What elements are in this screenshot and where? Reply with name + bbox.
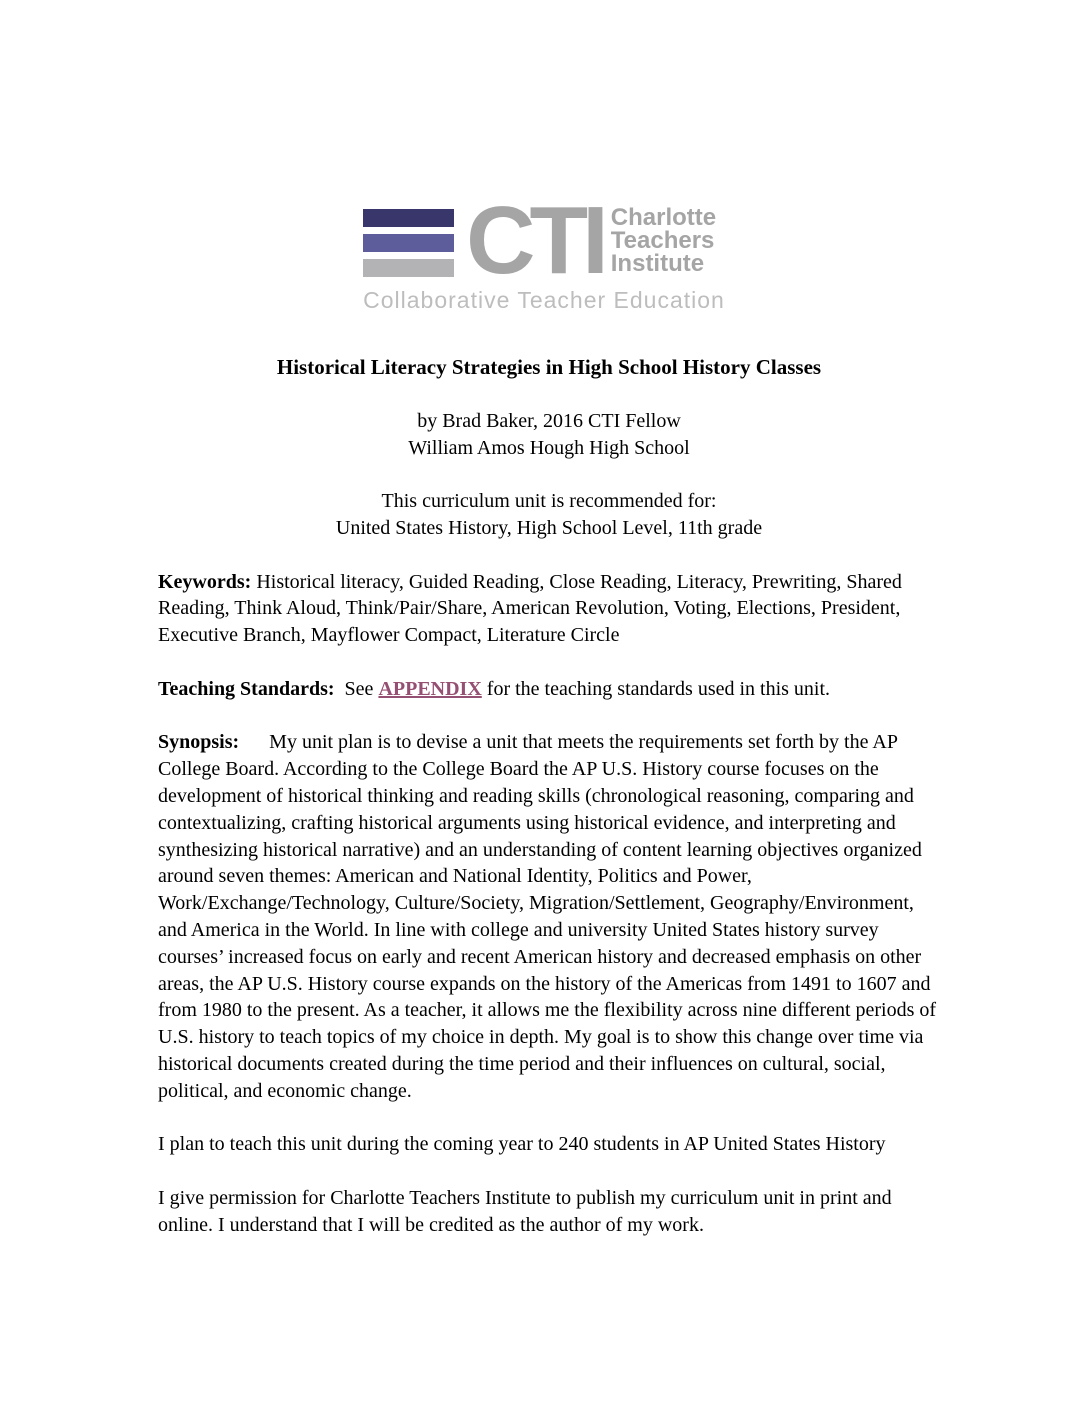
logo-bar-middle bbox=[363, 234, 454, 252]
appendix-link[interactable]: APPENDIX bbox=[378, 677, 482, 700]
byline-block bbox=[158, 408, 940, 462]
permission-paragraph: I give permission for Charlotte Teachers Institute to publish my curriculum unit in print and online. I understand that I will be credited as the author of my work. bbox=[158, 1186, 892, 1236]
cti-logo-mark bbox=[363, 187, 725, 294]
document-body bbox=[158, 354, 940, 1239]
logo-bar-top bbox=[363, 209, 454, 227]
logo-org-name-line1: Charlotte bbox=[610, 204, 717, 231]
keywords-paragraph bbox=[158, 569, 940, 649]
logo-org-name-line3: Institute bbox=[610, 250, 705, 277]
teaching-standards-paragraph bbox=[158, 676, 940, 703]
recommended-for: United States History, High School Level, 11th grade bbox=[335, 516, 763, 539]
teach-plan-paragraph: I plan to teach this unit during the coming year to 240 students in AP United States History bbox=[158, 1133, 886, 1156]
logo-cti-letters: CTI bbox=[466, 187, 603, 294]
teaching-standards-after-link: for the teaching standards used in this unit. bbox=[481, 677, 831, 700]
cti-logo bbox=[363, 187, 725, 313]
teaching-standards-before-link: See bbox=[344, 677, 379, 700]
synopsis-label: Synopsis: bbox=[158, 731, 240, 754]
author-byline: by Brad Baker, 2016 CTI Fellow bbox=[417, 409, 681, 432]
synopsis-paragraph bbox=[158, 729, 940, 1104]
synopsis-text: My unit plan is to devise a unit that meets the requirements set forth by the AP College Board. According to the College Board the AP U.S. History course focuses on the development of historical thinking and reading skills (chronological reasoning, comparing and contextualizing, crafting historical arguments using historical evidence, and interpreting and synthesizing historical narrative) and an understanding of content learning objectives organized around seven themes: American and National Identity, Politics and Power, Work/Exchange/Technology, Culture/Society, Migration/Settlement, Geography/Environment, and America in the World. In line with college and university United States history survey courses’ increased focus on early and recent American history and decreased emphasis on other areas, the AP U.S. History course expands on the history of the Americas from 1491 to 1607 and from 1980 to the present. As a teacher, it allows me the flexibility across nine different periods of U.S. history to teach topics of my choice in depth. My goal is to show this change over time via historical documents created during the time period and their influences on cultural, social, political, and economic change. bbox=[158, 731, 937, 1102]
logo-bars-icon bbox=[363, 209, 454, 277]
unit-title: Historical Literacy Strategies in High School History Classes bbox=[276, 355, 822, 379]
recommended-intro: This curriculum unit is recommended for: bbox=[381, 490, 717, 513]
logo-bar-bottom bbox=[363, 259, 454, 277]
logo-tagline: Collaborative Teacher Education bbox=[363, 287, 725, 313]
keywords-text: Historical literacy, Guided Reading, Close Reading, Literacy, Prewriting, Shared Reading, Think Aloud, Think/Pair/Share, American Revolution, Voting, Elections, President, Executive Branch, Mayflower Compact, Literature Circle bbox=[158, 570, 902, 647]
keywords-label: Keywords: bbox=[158, 570, 252, 593]
author-school: William Amos Hough High School bbox=[408, 436, 690, 459]
logo-org-name bbox=[611, 206, 716, 275]
logo-org-name-line2: Teachers bbox=[610, 227, 715, 254]
recommended-block bbox=[158, 488, 940, 542]
teaching-standards-label: Teaching Standards: bbox=[158, 677, 335, 700]
